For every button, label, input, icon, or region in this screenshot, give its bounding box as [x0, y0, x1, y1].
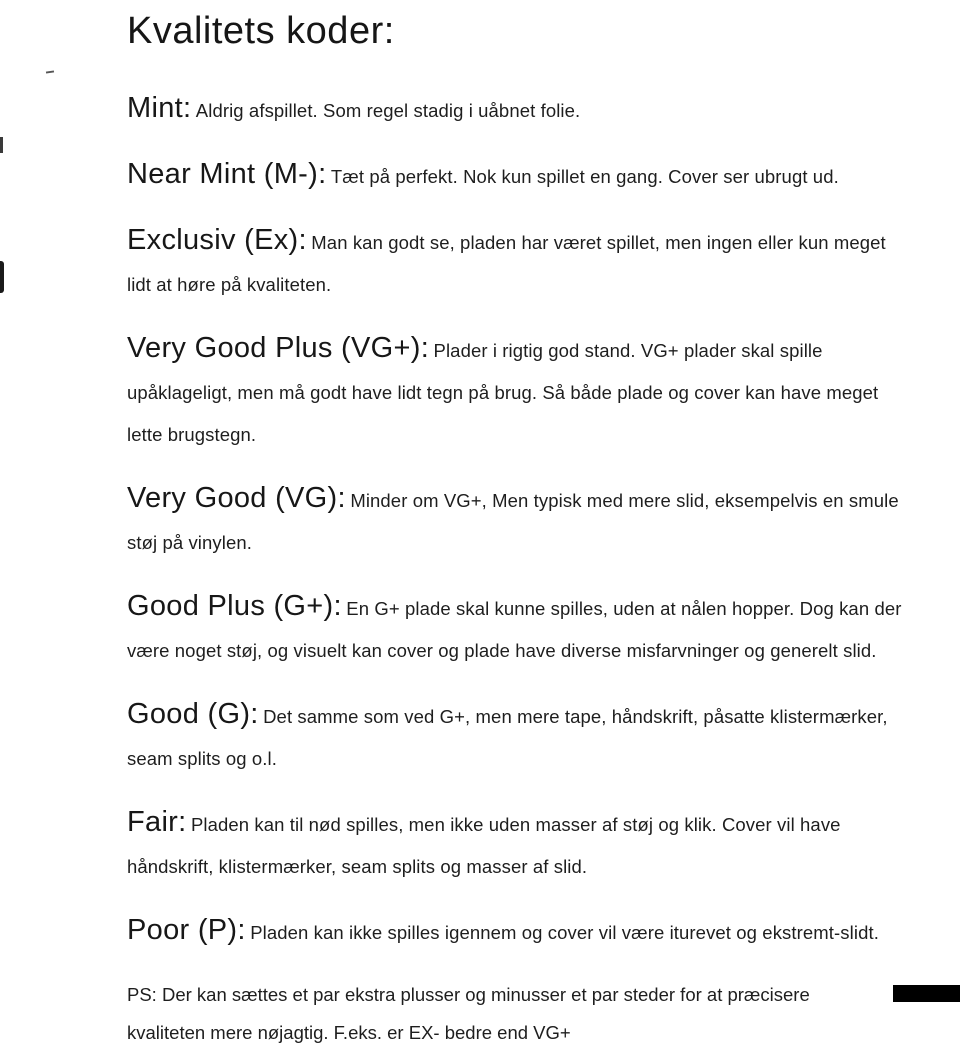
quality-entry-fair [127, 802, 902, 889]
entry-description: Aldrig afspillet. Som regel stadig i uåbnet folie. [195, 99, 581, 121]
scan-artifact-edge-tick [0, 137, 3, 153]
quality-entry-mint [127, 88, 902, 133]
quality-entry-good [127, 694, 902, 781]
entry-term: Poor (P): [127, 913, 246, 946]
quality-entry-very-good [127, 478, 902, 565]
entry-term: Near Mint (M-): [127, 157, 327, 190]
quality-entry-very-good-plus [127, 328, 902, 457]
quality-entry-poor [127, 910, 902, 955]
entry-description: Plader i rigtig god stand. VG+ plader skal spille upåklageligt, men må godt have lidt tegn på brug. Så både plade og cover kan have meget lette brugstegn. [127, 339, 879, 445]
entry-term: Very Good (VG): [127, 481, 346, 514]
entry-term: Fair: [127, 805, 187, 838]
entry-description: Minder om VG+, Men typisk med mere slid, eksempelvis en smule støj på vinylen. [127, 489, 899, 553]
quality-entry-near-mint [127, 154, 902, 199]
entry-description: Det samme som ved G+, men mere tape, håndskrift, påsatte klistermærker, seam splits og o.l. [127, 705, 888, 769]
entry-description: Tæt på perfekt. Nok kun spillet en gang. Cover ser ubrugt ud. [330, 165, 839, 187]
entry-term: Very Good Plus (VG+): [127, 331, 430, 364]
scan-artifact-corner [893, 985, 960, 1002]
entry-description: Pladen kan ikke spilles igennem og cover vil være iturevet og ekstremt-slidt. [250, 921, 879, 943]
quality-entry-good-plus [127, 586, 902, 673]
entry-term: Exclusiv (Ex): [127, 223, 307, 256]
entry-term: Good (G): [127, 697, 259, 730]
entry-description: Man kan godt se, pladen har været spillet, men ingen eller kun meget lidt at høre på kvaliteten. [127, 231, 886, 295]
entry-term: Good Plus (G+): [127, 589, 342, 622]
entry-description: En G+ plade skal kunne spilles, uden at nålen hopper. Dog kan der være noget støj, og visuelt kan cover og plade have diverse misfarvninger og generelt slid. [127, 597, 902, 661]
scan-artifact-edge-blob [0, 261, 4, 293]
page-title: Kvalitets koder: [127, 10, 395, 52]
entry-term: Mint: [127, 91, 192, 124]
entry-description: Pladen kan til nød spilles, men ikke uden masser af støj og klik. Cover vil have håndskrift, klistermærker, seam splits og masser af slid. [127, 813, 841, 877]
ps-note: PS: Der kan sættes et par ekstra plusser og minusser et par steder for at præcisere kvaliteten mere nøjagtig. F.eks. er EX- bedre end VG+ [127, 983, 810, 1043]
quality-entry-exclusiv [127, 220, 902, 307]
